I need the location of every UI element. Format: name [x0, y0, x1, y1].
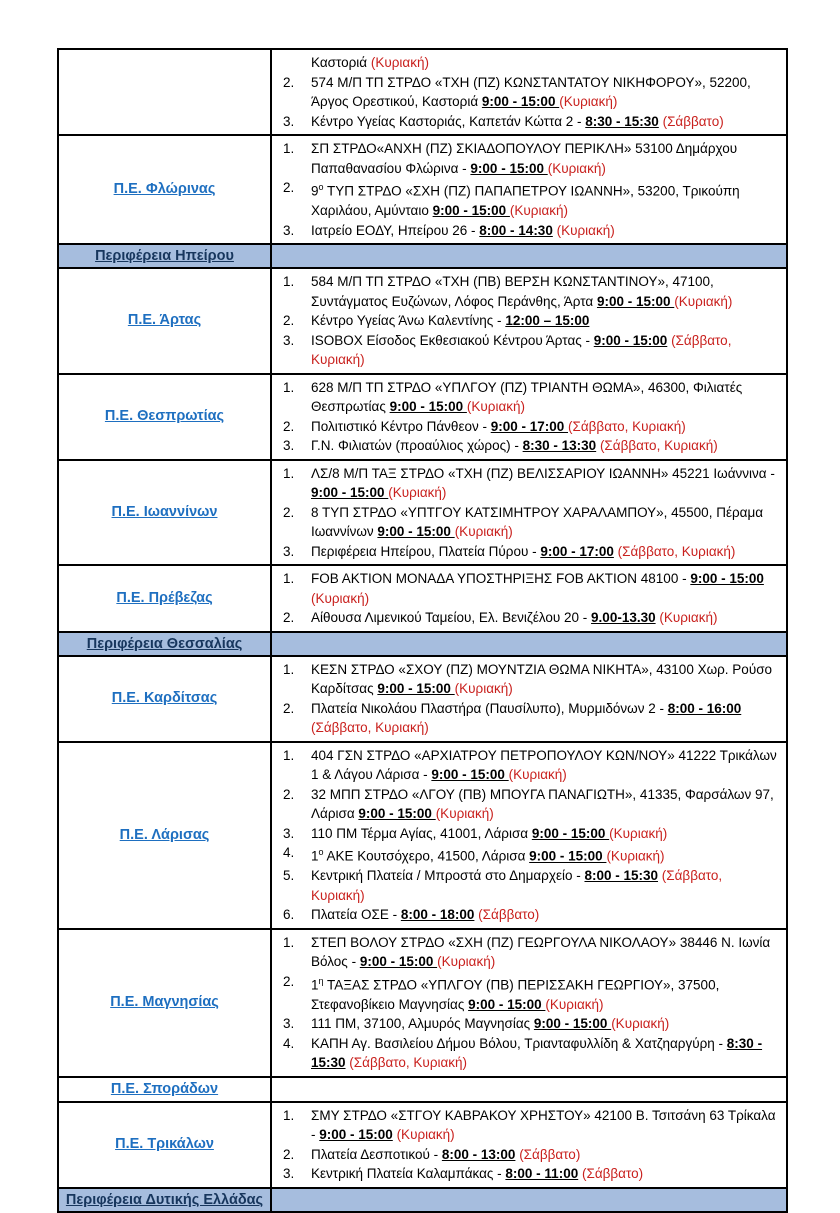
item-number: 1.: [283, 465, 295, 481]
location-item: [283, 1034, 778, 1073]
location-text: [311, 785, 778, 824]
region-link[interactable]: Π.Ε. Σποράδων: [110, 1080, 219, 1097]
text-segment: Πλατεία Δεσποτικού -: [311, 1146, 442, 1162]
days-note: (Κυριακή): [508, 767, 567, 782]
locations-cell: [272, 1103, 786, 1187]
text-segment: 111 ΠΜ, 37100, Αλμυρός Μαγνησίας: [311, 1016, 534, 1031]
location-text: [311, 1014, 778, 1034]
location-text: [311, 417, 778, 437]
time-range: 9:00 - 15:00: [470, 160, 548, 176]
section-header-label[interactable]: Περιφέρεια Ηπείρου: [95, 248, 234, 264]
locations-cell: [272, 743, 786, 928]
days-note: (Σάββατο): [581, 1166, 644, 1181]
section-header-cell: [59, 1189, 272, 1211]
location-text: [311, 331, 778, 370]
location-item: [283, 824, 778, 844]
item-number: 3.: [283, 1016, 295, 1031]
location-text: [311, 1106, 778, 1145]
item-number: 2.: [283, 973, 295, 989]
location-text: [311, 53, 778, 73]
days-note: (Σάββατο, Κυριακή): [311, 332, 732, 367]
time-range: 9:00 - 15:00: [481, 94, 560, 109]
item-number: 4.: [283, 845, 295, 860]
days-note: (Κυριακή): [396, 1127, 455, 1142]
days-note: (Σάββατο, Κυριακή): [617, 543, 736, 559]
time-range: 9:00 - 15:00: [311, 485, 389, 500]
days-note: (Κυριακή): [547, 160, 606, 176]
region-row: [59, 269, 786, 375]
item-number: 1.: [283, 934, 295, 950]
days-note: (Σάββατο, Κυριακή): [311, 720, 429, 735]
days-note: (Κυριακή): [674, 293, 733, 309]
days-note: (Κυριακή): [559, 94, 618, 109]
item-number: 4.: [283, 1035, 295, 1051]
region-name-cell: [59, 461, 272, 565]
location-item: [283, 933, 778, 972]
location-item: [283, 1014, 778, 1034]
time-range: 12:00 – 15:00: [505, 313, 590, 328]
location-item: [283, 112, 778, 132]
days-note: (Κυριακή): [435, 806, 494, 821]
item-number: 3.: [283, 825, 295, 841]
location-text: [311, 311, 778, 331]
region-link[interactable]: Π.Ε. Λάρισας: [119, 826, 210, 843]
time-range: 8:30 - 15:30: [585, 113, 659, 129]
region-name-cell: [59, 930, 272, 1076]
time-range: 8:30 - 13:30: [522, 438, 597, 453]
locations-cell: [272, 50, 786, 134]
item-number: 3.: [283, 543, 295, 559]
item-number: 2.: [283, 180, 295, 195]
text-segment: 584 Μ/Π ΤΠ ΣΤΡΔΟ «ΤΧΗ (ΠΒ) ΒΕΡΣΗ ΚΩΝΣΤΑΝΤΙΝΟΥ», 47100, Συντάγματος Ευζώνων, Λόφος Περάνθης, Άρτα: [311, 274, 714, 309]
item-number: 2.: [283, 74, 295, 90]
location-text: [311, 660, 778, 699]
text-segment: 404 ΓΣΝ ΣΤΡΔΟ «ΑΡΧΙΑΤΡΟΥ ΠΕΤΡΟΠΟΥΛΟΥ ΚΩΝ/ΝΟΥ» 41222 Τρικάλων 1 & Λάγου Λάρισα -: [311, 747, 777, 782]
item-number: 1.: [283, 661, 295, 677]
locations-cell: [272, 1189, 786, 1211]
location-text: [311, 1164, 778, 1184]
location-item: [283, 139, 778, 178]
days-note: (Κυριακή): [370, 55, 429, 70]
item-number: 6.: [283, 907, 295, 922]
location-text: [311, 933, 778, 972]
locations-cell: [272, 375, 786, 459]
item-number: 2.: [283, 313, 295, 328]
item-number: 2.: [283, 610, 295, 625]
region-name-cell: [59, 1078, 272, 1101]
days-note: (Σάββατο): [662, 113, 724, 129]
time-range: 9:00 - 15:00: [358, 806, 436, 821]
item-number: [283, 53, 311, 73]
region-link[interactable]: Π.Ε. Μαγνησίας: [110, 994, 219, 1010]
location-text: [311, 112, 778, 132]
location-item: [283, 1164, 778, 1184]
region-row: [59, 930, 786, 1078]
region-row: [59, 461, 786, 567]
location-text: [311, 699, 778, 738]
location-item: [283, 311, 778, 331]
location-text: [311, 378, 778, 417]
text-segment: ISOBOX Είσοδος Εκθεσιακού Κέντρου Άρτας -: [311, 332, 594, 348]
region-link[interactable]: Π.Ε. Ιωαννίνων: [111, 503, 218, 520]
days-note: (Σάββατο): [478, 907, 540, 922]
location-text: [311, 436, 778, 456]
time-range: 8:00 - 11:00: [505, 1166, 579, 1181]
days-note: (Κυριακή): [611, 1016, 670, 1031]
region-link[interactable]: Π.Ε. Τρικάλων: [115, 1136, 214, 1152]
text-segment: ΣΤΕΠ ΒΟΛΟΥ ΣΤΡΔΟ «ΣΧΗ (ΠΖ) ΓΕΩΡΓΟΥΛΑ ΝΙΚΟΛΑΟΥ» 38446 Ν. Ιωνία Βόλος -: [311, 934, 771, 969]
time-range: 9:00 - 15:00: [468, 996, 546, 1012]
days-note: (Κυριακή): [659, 610, 718, 625]
item-number: 5.: [283, 868, 295, 883]
text-segment: FOB AKTION ΜΟΝΑΔΑ ΥΠΟΣΤΗΡΙΞΗΣ FOB AKTION 48100 -: [311, 571, 691, 586]
locations-cell: [272, 269, 786, 373]
time-range: 9:00 - 15:00: [690, 571, 764, 586]
location-item: [283, 542, 778, 562]
location-text: [311, 972, 778, 1015]
location-item: [283, 73, 778, 112]
time-range: 8:00 - 16:00: [667, 700, 742, 716]
region-name-cell: [59, 375, 272, 459]
text-segment: Πλατεία Νικολάου Πλαστήρα (Παυσίλυπο), Μυρμιδόνων 2 -: [311, 700, 668, 716]
text-segment: ΤΑΞΑΣ ΣΤΡΔΟ «ΥΠΛΓΟΥ (ΠΒ) ΠΕΡΙΣΣΑΚΗ ΓΕΩΡΓΙΟΥ», 37500, Στεφανοβίκειο Μαγνησίας: [311, 977, 720, 1012]
region-row: [59, 136, 786, 245]
text-segment: Περιφέρεια Ηπείρου, Πλατεία Πύρου -: [311, 543, 541, 559]
days-note: (Σάββατο, Κυριακή): [599, 438, 718, 453]
location-item: [283, 436, 778, 456]
text-segment: 1: [311, 977, 319, 992]
region-name-cell: [59, 136, 272, 243]
location-item: [283, 417, 778, 437]
location-text: [311, 608, 778, 628]
text-segment: ΚΑΠΗ Αγ. Βασιλείου Δήμου Βόλου, Τριανταφυλλίδη & Χατζηαργύρη -: [311, 1035, 727, 1051]
text-segment: Πλατεία ΟΣΕ -: [311, 907, 401, 922]
item-number: 1.: [283, 274, 295, 289]
location-item: [283, 272, 778, 311]
location-text: [311, 1145, 778, 1165]
section-header-cell: [59, 245, 272, 267]
days-note: (Σάββατο, Κυριακή): [568, 418, 686, 434]
text-segment: Πολιτιστικό Κέντρο Πάνθεον -: [311, 418, 491, 434]
text-segment: Γ.Ν. Φιλιατών (προαύλιος χώρος) -: [311, 438, 523, 453]
text-segment: 32 ΜΠΠ ΣΤΡΔΟ «ΛΓΟΥ (ΠΒ) ΜΠΟΥΓΑ ΠΑΝΑΓΙΩΤΗ», 41335, Φαρσάλων 97, Λάρισα: [311, 786, 774, 821]
location-item: [283, 972, 778, 1015]
time-range: 9:00 - 15:00: [596, 293, 675, 309]
locations-cell: [272, 461, 786, 565]
superscript: η: [318, 975, 324, 986]
days-note: (Κυριακή): [454, 681, 513, 696]
region-link[interactable]: Π.Ε. Άρτας: [127, 312, 202, 329]
item-number: 3.: [283, 113, 295, 129]
item-number: 3.: [283, 1166, 295, 1181]
item-number: 1.: [283, 571, 295, 586]
location-item: [283, 503, 778, 542]
text-segment: 574 Μ/Π ΤΠ ΣΤΡΔΟ «ΤΧΗ (ΠΖ) ΚΩΝΣΤΑΝΤΑΤΟΥ ΝΙΚΗΦΟΡΟΥ», 52200, Άργος Ορεστικού, Καστοριά: [311, 74, 751, 109]
location-text: [311, 866, 778, 905]
location-item: [283, 178, 778, 221]
days-note: (Σάββατο, Κυριακή): [311, 868, 723, 903]
section-header-label[interactable]: Περιφέρεια Θεσσαλίας: [86, 635, 243, 652]
location-item: [283, 464, 778, 503]
days-note: (Κυριακή): [545, 996, 604, 1012]
location-text: [311, 824, 778, 844]
locations-cell: [272, 245, 786, 267]
text-segment: ΣΜΥ ΣΤΡΔΟ «ΣΤΓΟΥ ΚΑΒΡΑΚΟΥ ΧΡΗΣΤΟΥ» 42100 Β. Τσιτσάνη 63 Τρίκαλα -: [311, 1107, 776, 1142]
time-range: 9.00-13.30: [591, 610, 656, 625]
time-range: 9:00 - 15:00: [377, 524, 455, 539]
time-range: 9:00 - 15:00: [389, 399, 467, 414]
days-note: (Κυριακή): [509, 203, 569, 218]
superscript: ο: [318, 182, 324, 192]
days-note: (Κυριακή): [466, 399, 526, 414]
time-range: 9:00 - 17:00: [490, 418, 569, 434]
text-segment: ΚΕΣΝ ΣΤΡΔΟ «ΣΧΟΥ (ΠΖ) ΜΟΥΝΤΖΙΑ ΘΩΜΑ ΝΙΚΗΤΑ», 43100 Χωρ. Ρούσο Καρδίτσας: [311, 661, 773, 696]
region-row: [59, 1103, 786, 1189]
days-note: (Κυριακή): [454, 524, 513, 539]
time-range: 9:00 - 17:00: [540, 543, 614, 559]
location-item: [283, 785, 778, 824]
region-name-cell: [59, 50, 272, 134]
item-number: 3.: [283, 332, 295, 348]
item-number: 1.: [283, 747, 295, 763]
location-item: [283, 53, 778, 73]
text-segment: 9: [311, 183, 319, 199]
item-number: 1.: [283, 379, 295, 395]
region-row: [59, 50, 786, 136]
section-header-row: [59, 245, 786, 269]
location-text: [311, 746, 778, 785]
region-link[interactable]: Π.Ε. Φλώρινας: [113, 181, 216, 197]
item-number: 2.: [283, 786, 295, 802]
region-row: [59, 657, 786, 743]
region-row: [59, 1078, 786, 1103]
text-segment: ΑΚΕ Κουτσόχερο, 41500, Λάρισα: [323, 848, 530, 864]
text-segment: 1: [311, 848, 319, 864]
location-text: [311, 272, 778, 311]
section-header-label[interactable]: Περιφέρεια Δυτικής Ελλάδας: [65, 1191, 264, 1208]
time-range: 8:30 - 15:30: [311, 1035, 763, 1070]
location-item: [283, 905, 778, 925]
days-note: (Κυριακή): [556, 222, 615, 238]
text-segment: Κεντρική Πλατεία / Μπροστά στο Δημαρχείο -: [311, 868, 585, 883]
location-text: [311, 139, 778, 178]
region-name-cell: [59, 743, 272, 928]
section-header-cell: [59, 633, 272, 655]
item-number: 2.: [283, 1146, 295, 1162]
section-header-row: [59, 1189, 786, 1211]
region-row: [59, 566, 786, 633]
location-item: [283, 608, 778, 628]
location-text: [311, 178, 778, 221]
location-text: [311, 464, 778, 503]
locations-cell: [272, 930, 786, 1076]
region-link[interactable]: Π.Ε. Θεσπρωτίας: [104, 408, 225, 424]
locations-cell: [272, 566, 786, 631]
time-range: 8:00 - 14:30: [479, 222, 553, 238]
time-range: 8:00 - 13:00: [441, 1146, 516, 1162]
time-range: 9:00 - 15:00: [529, 848, 607, 864]
location-text: [311, 905, 778, 925]
location-item: [283, 378, 778, 417]
location-item: [283, 843, 778, 866]
time-range: 9:00 - 15:00: [531, 825, 610, 841]
text-segment: ΛΣ/8 Μ/Π ΤΑΞ ΣΤΡΔΟ «ΤΧΗ (ΠΖ) ΒΕΛΙΣΣΑΡΙΟΥ ΙΩΑΝΝΗ» 45221 Ιωάννινα -: [311, 465, 775, 481]
days-note: (Κυριακή): [606, 848, 665, 864]
time-range: 9:00 - 15:00: [431, 767, 509, 782]
location-text: [311, 843, 778, 866]
locations-cell: [272, 136, 786, 243]
item-number: 2.: [283, 504, 295, 520]
superscript: ο: [318, 847, 324, 857]
time-range: 9:00 - 15:00: [533, 1016, 612, 1031]
location-item: [283, 1145, 778, 1165]
location-item: [283, 660, 778, 699]
text-segment: Αίθουσα Λιμενικού Ταμείου, Ελ. Βενιζέλου 20 -: [311, 610, 592, 625]
regions-schedule-table: [57, 48, 788, 1213]
time-range: 9:00 - 15:00: [432, 203, 510, 218]
region-name-cell: [59, 657, 272, 741]
region-name-cell: [59, 269, 272, 373]
location-text: [311, 221, 778, 241]
item-number: 1.: [283, 1107, 295, 1123]
days-note: (Σάββατο): [519, 1146, 581, 1162]
locations-cell: [272, 1078, 786, 1101]
item-number: 3.: [283, 438, 295, 453]
days-note: (Κυριακή): [609, 825, 668, 841]
locations-cell: [272, 633, 786, 655]
location-item: [283, 221, 778, 241]
days-note: (Σάββατο, Κυριακή): [349, 1055, 468, 1070]
location-item: [283, 1106, 778, 1145]
section-header-row: [59, 633, 786, 657]
location-item: [283, 866, 778, 905]
time-range: 9:00 - 15:00: [319, 1127, 393, 1142]
region-link[interactable]: Π.Ε. Καρδίτσας: [111, 690, 218, 706]
time-range: 9:00 - 15:00: [593, 332, 668, 348]
location-item: [283, 331, 778, 370]
item-number: 2.: [283, 418, 295, 434]
region-name-cell: [59, 1103, 272, 1187]
text-segment: 8 ΤΥΠ ΣΤΡΔΟ «ΥΠΤΓΟΥ ΚΑΤΣΙΜΗΤΡΟΥ ΧΑΡΑΛΑΜΠΟΥ», 45500, Πέραμα Ιωαννίνων: [311, 504, 764, 539]
days-note: (Κυριακή): [311, 590, 370, 606]
days-note: (Κυριακή): [388, 485, 447, 500]
item-number: 3.: [283, 222, 295, 238]
text-segment: ΤΥΠ ΣΤΡΔΟ «ΣΧΗ (ΠΖ) ΠΑΠΑΠΕΤΡΟΥ ΙΩΑΝΝΗ», 53200, Τρικούπη Χαριλάου, Αμύνταιο: [311, 183, 740, 218]
text-segment: ΣΠ ΣΤΡΔΟ«ΑΝΧΗ (ΠΖ) ΣΚΙΑΔΟΠΟΥΛΟΥ ΠΕΡΙΚΛΗ» 53100 Δημάρχου Παπαθανασίου Φλώρινα -: [311, 141, 738, 176]
item-number: 2.: [283, 700, 295, 716]
text-segment: Ιατρείο ΕΟΔΥ, Ηπείρου 26 -: [311, 222, 480, 238]
location-text: [311, 542, 778, 562]
text-segment: 110 ΠΜ Τέρμα Αγίας, 41001, Λάρισα: [311, 825, 532, 841]
location-item: [283, 746, 778, 785]
text-segment: Κέντρο Υγείας Άνω Καλεντίνης -: [311, 313, 506, 328]
location-text: [311, 569, 778, 608]
text-segment: Κεντρική Πλατεία Καλαμπάκας -: [311, 1166, 506, 1181]
locations-cell: [272, 657, 786, 741]
days-note: (Κυριακή): [437, 954, 496, 969]
location-text: [311, 73, 778, 112]
region-name-cell: [59, 566, 272, 631]
location-text: [311, 1034, 778, 1073]
text-segment: 628 Μ/Π ΤΠ ΣΤΡΔΟ «ΥΠΛΓΟΥ (ΠΖ) ΤΡΙΑΝΤΗ ΘΩΜΑ», 46300, Φιλιατές Θεσπρωτίας: [311, 379, 743, 414]
region-link[interactable]: Π.Ε. Πρέβεζας: [116, 589, 213, 606]
text-segment: Κέντρο Υγείας Καστοριάς, Καπετάν Κώττα 2 -: [311, 113, 586, 129]
region-row: [59, 743, 786, 930]
time-range: 9:00 - 15:00: [377, 681, 455, 696]
time-range: 8:00 - 15:30: [584, 868, 659, 883]
location-text: [311, 503, 778, 542]
region-row: [59, 375, 786, 461]
time-range: 8:00 - 18:00: [400, 907, 475, 922]
item-number: 1.: [283, 141, 295, 156]
location-item: [283, 699, 778, 738]
text-segment: Καστοριά: [311, 55, 371, 70]
location-item: [283, 569, 778, 608]
time-range: 9:00 - 15:00: [359, 954, 438, 969]
